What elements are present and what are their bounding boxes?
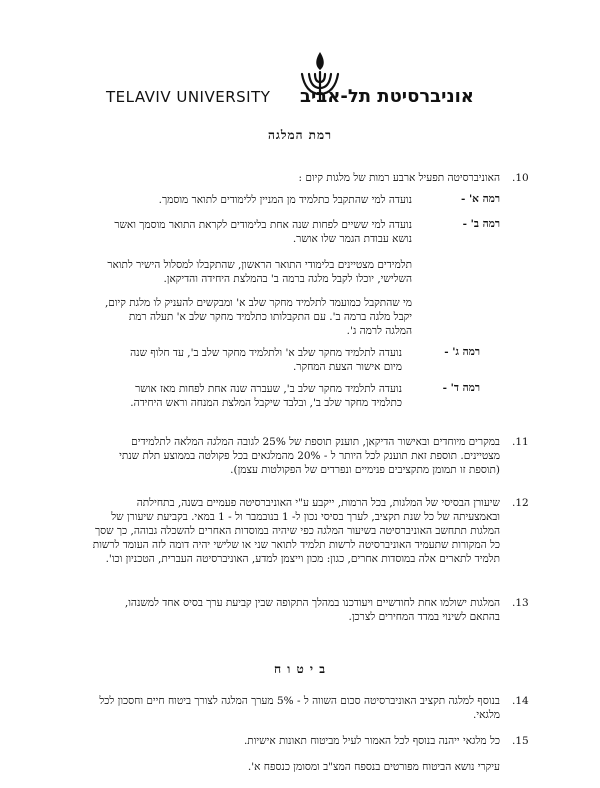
university-name-en: TELAVIV UNIVERSITY <box>106 88 271 106</box>
level-c-label: רמה ג' - <box>444 346 480 358</box>
section-number-13: .13 <box>512 597 529 609</box>
section-number-14: .14 <box>512 695 529 707</box>
section-number-15: .15 <box>512 735 529 747</box>
section-number-11: .11 <box>512 436 529 448</box>
level-d-text: נועדה לתלמיד מחקר שלב ב', שעברה שנה אחת לפחות מאז אושר כתלמיד מחקר שלב ב', ובלבד שיקבל המלצת המנחה וראש היחידה. <box>130 383 402 409</box>
level-b-label: רמה ב' - <box>462 218 500 230</box>
section-14-text: בנוסף למלגה תקציב האוניברסיטה סכום השווה ל - 5% מערך המלגה לצורך ביטוח חיים וחסכון לכל מלגאי. <box>99 695 500 721</box>
level-a-label: רמה א' - <box>460 193 500 205</box>
insurance-title: ב י ט ו ח <box>273 662 327 676</box>
paragraph-direct-track: תלמידים מצטיינים בלימודי התואר הראשון, שהתקבלו למסלול הישיר לתואר השלישי, יוכלו לקבל מלגה ברמה ב' בהמלצת היחידה והדיקאן. <box>107 259 412 285</box>
paragraph-candidate: מי שהתקבל כמועמד לתלמיד מחקר שלב א' ומבקשים להעניק לו מלגת קיום, יקבל מלגה ברמה ב'. עם התקבלותו כתלמיד מחקר שלב א' תעלה רמת המלגה לרמה ג'. <box>104 297 412 337</box>
section-13-text: המלגות ישולמו אחת לחודשיים ויעודכנו במהלך התקופה שבין קביעת ערך בסיס אחד למשנהו, בהתאם לשינוי במדד המחירים לצרכן. <box>124 597 500 623</box>
section-15-note: עיקרי נושא הביטוח מפורטים בנספח המצ"ב ומסומן כנספח א'. <box>247 761 500 773</box>
section-12-text: שיעורן הבסיסי של המלגות, בכל הרמות, ייקבע ע"י האוניברסיטה פעמיים בשנה, בתחילתה ובאמצעיתה של כל שנת תקציב, לערך בסיסי נכון ל- 1 בנובמבר ול - 1 במאי. בקביעת שיעורן של המלגות תתחשב האוניברסיטה בשיעור המלגה כפי שיהיה במוסדות האחרים להשכלה גבוהה, כך שסך כל המקורות שתעמיד האוניברסיטה לרשות תלמיד לתואר שני או שלישי יהיה דומה לזה העומד לרשות תלמיד לתארים אלה במוסדות אחרים, כגון: מכון וייצמן למדע, האוניברסיטה העברית, הטכניון וכו'. <box>92 497 500 565</box>
section-title: רמת המלגה <box>268 128 332 142</box>
section-number-10: .10 <box>512 172 529 184</box>
level-c-text: נועדה לתלמיד מחקר שלב א' ולתלמיד מחקר שלב ב', עד חלוף שנה מיום אישור הצעת המחקר. <box>130 347 402 373</box>
university-name-he: אוניברסיטת תל-אביב <box>300 86 474 107</box>
section-11-text: במקרים מיוחדים ובאישור הדיקאן, תוענק תוספת של 25% לגובה המלגה המלאה לתלמידים מצטיינים. תוספת זאת תוענק לכל היותר ל - 20% מהמלגאים בכל פקולטה בממוצע תלת שנתי (תוספת זו תמומן מתקציבים פנימיים ונפרדים של הפקולטות עצמן). <box>119 436 500 476</box>
section-15-text: כל מלגאי ייהנה בנוסף לכל האמור לעיל מביטוח תאונות אישיות. <box>243 735 500 747</box>
level-d-label: רמה ד' - <box>442 382 480 394</box>
level-a-text: נועדה למי שהתקבל כתלמיד מן המניין ללימודים לתואר מוסמך. <box>158 194 412 206</box>
level-b-text: נועדה למי ששיים לפחות שנה אחת בלימודים לקראת התואר מוסמך ואשר נושא עבודת הגמר שלו אושר. <box>114 219 412 245</box>
section-number-12: .12 <box>512 497 529 509</box>
section-10-intro: האוניברסיטה תפעיל ארבע רמות של מלגות קיום : <box>298 172 500 184</box>
